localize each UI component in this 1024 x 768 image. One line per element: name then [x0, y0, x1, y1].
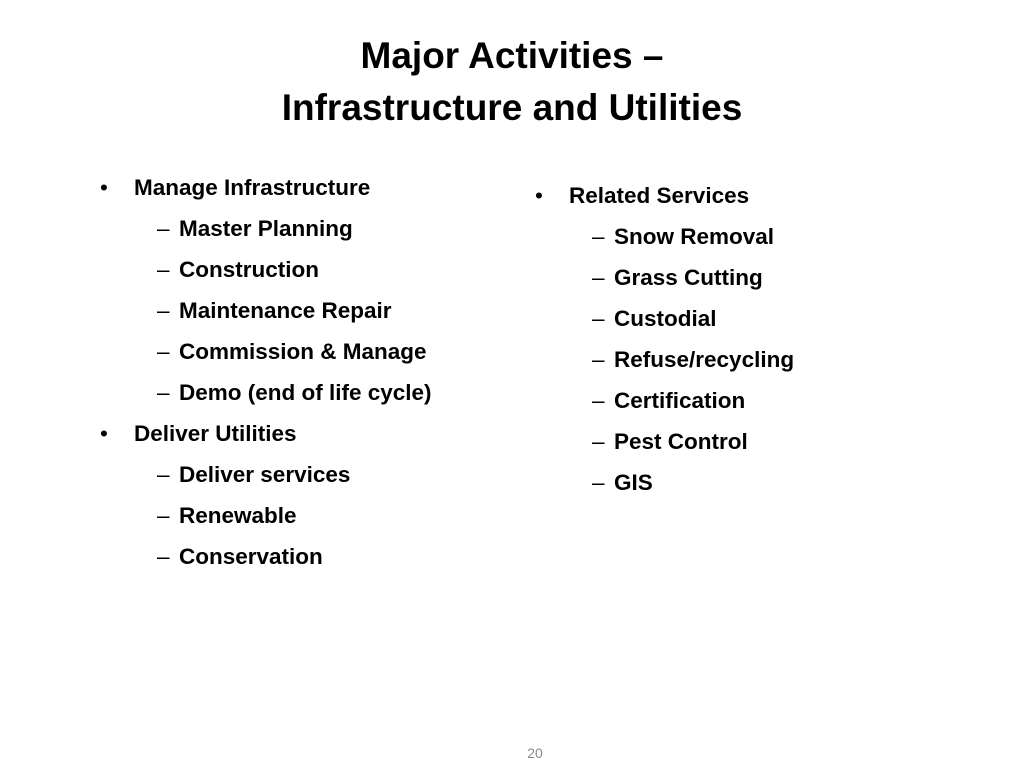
bullet-marker: • [535, 183, 543, 208]
sub-bullet-item [535, 339, 935, 380]
sub-bullet-item [100, 536, 500, 577]
dash-marker: – [592, 470, 605, 495]
bullet-text: Maintenance Repair [179, 298, 392, 323]
bullet-text: Master Planning [179, 216, 353, 241]
dash-marker: – [157, 298, 170, 323]
bullet-text: Deliver Utilities [134, 421, 297, 446]
dash-marker: – [592, 265, 605, 290]
bullet-text: Renewable [179, 503, 297, 528]
bullet-text: Snow Removal [614, 224, 775, 249]
sub-bullet-item [100, 495, 500, 536]
dash-marker: – [592, 224, 605, 249]
sub-bullet-item [100, 208, 500, 249]
dash-marker: – [592, 429, 605, 454]
bullet-text: Construction [179, 257, 319, 282]
sub-bullet-item [535, 216, 935, 257]
right-bullet-list [535, 175, 935, 503]
dash-marker: – [157, 216, 170, 241]
bullet-text: Demo (end of life cycle) [179, 380, 432, 405]
dash-marker: – [157, 380, 170, 405]
bullet-text: Grass Cutting [614, 265, 763, 290]
dash-marker: – [592, 306, 605, 331]
bullet-text: Custodial [614, 306, 717, 331]
dash-marker: – [157, 462, 170, 487]
sub-bullet-item [535, 380, 935, 421]
sub-bullet-item [535, 298, 935, 339]
title-line-1: Major Activities – [360, 35, 664, 76]
dash-marker: – [592, 388, 605, 413]
bullet-marker: • [100, 175, 108, 200]
bullet-text: Refuse/recycling [614, 347, 795, 372]
sub-bullet-item [100, 372, 500, 413]
slide-title [0, 30, 1024, 134]
bullet-item [100, 413, 500, 454]
bullet-text: Pest Control [614, 429, 748, 454]
bullet-item [535, 175, 935, 216]
bullet-text: Certification [614, 388, 746, 413]
sub-bullet-item [100, 331, 500, 372]
bullet-text: Commission & Manage [179, 339, 427, 364]
sub-bullet-item [535, 462, 935, 503]
sub-bullet-item [535, 257, 935, 298]
bullet-marker: • [100, 421, 108, 446]
sub-bullet-item [100, 290, 500, 331]
bullet-text: Conservation [179, 544, 323, 569]
sub-bullet-item [100, 249, 500, 290]
page-number: 20 [527, 745, 543, 761]
bullet-text: Manage Infrastructure [134, 175, 371, 200]
sub-bullet-item [535, 421, 935, 462]
dash-marker: – [157, 503, 170, 528]
left-bullet-list [100, 167, 500, 577]
sub-bullet-item [100, 454, 500, 495]
dash-marker: – [157, 257, 170, 282]
bullet-text: Related Services [569, 183, 750, 208]
title-line-2: Infrastructure and Utilities [281, 87, 743, 128]
bullet-text: Deliver services [179, 462, 351, 487]
bullet-text: GIS [614, 470, 653, 495]
dash-marker: – [157, 544, 170, 569]
bullet-item [100, 167, 500, 208]
dash-marker: – [592, 347, 605, 372]
dash-marker: – [157, 339, 170, 364]
